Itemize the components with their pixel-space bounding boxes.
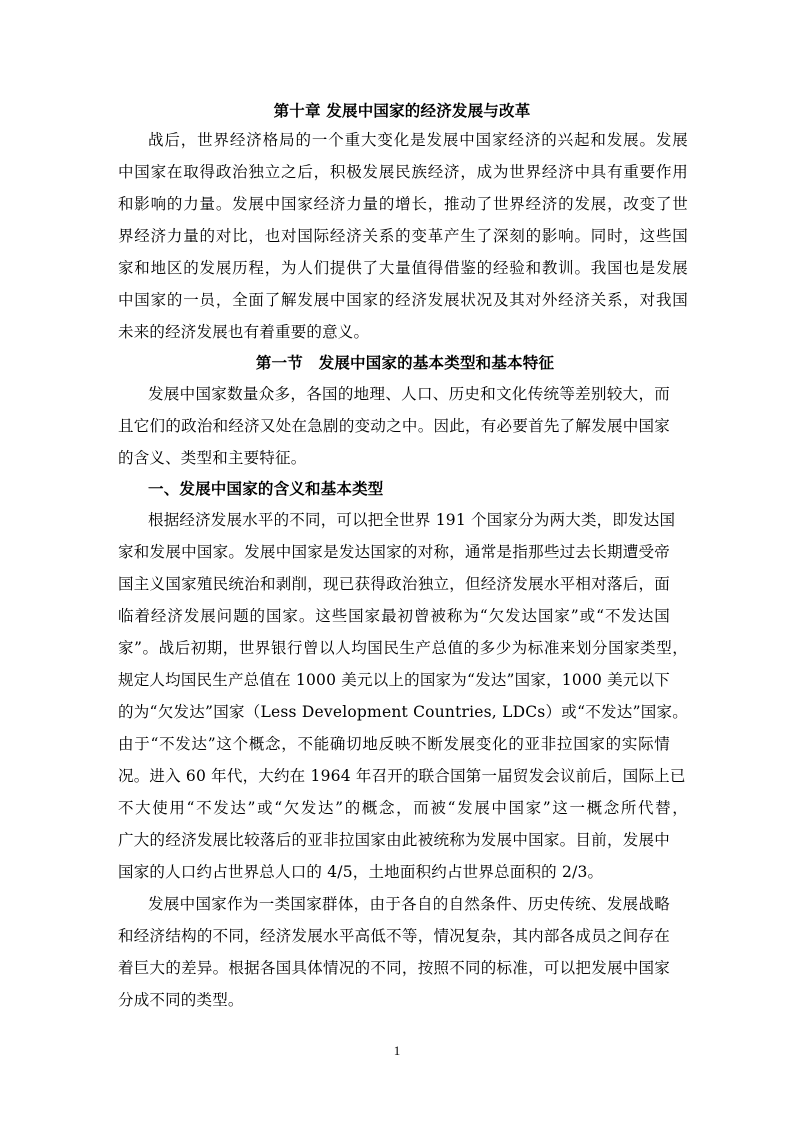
intro-line: 和影响的力量。发展中国家经济力量的增长，推动了世界经济的发展，改变了世	[118, 195, 688, 213]
section-intro-line: 的含义、类型和主要特征。	[118, 449, 307, 467]
intro-line: 家和地区的发展历程，为人们提供了大量值得借鉴的经验和教训。我国也是发展	[118, 259, 688, 277]
intro-line: 界经济力量的对比，也对国际经济关系的变革产生了深刻的影响。同时，这些国	[118, 227, 688, 245]
paragraph-line: 临着经济发展问题的国家。这些国家最初曾被称为“欠发达国家”或“不发达国	[118, 607, 670, 625]
paragraph-line: 家”。战后初期，世界银行曾以人均国民生产总值的多少为标准来划分国家类型，	[118, 639, 688, 657]
page-number: 1	[393, 1043, 401, 1058]
paragraph-line: 国家的人口约占世界总人口的 4/5，土地面积约占世界总面积的 2/3。	[118, 863, 604, 881]
section-intro-line: 且它们的政治和经济又处在急剧的变动之中。因此，有必要首先了解发展中国家	[118, 417, 670, 435]
section-intro-line: 发展中国家数量众多，各国的地理、人口、历史和文化传统等差别较大，而	[148, 385, 670, 403]
paragraph-line: 发展中国家作为一类国家群体，由于各自的自然条件、历史传统、发展战略	[148, 895, 670, 913]
intro-line: 未来的经济发展也有着重要的意义。	[118, 323, 370, 341]
paragraph-line: 着巨大的差异。根据各国具体情况的不同，按照不同的标准，可以把发展中国家	[118, 959, 670, 977]
section-title: 第一节 发展中国家的基本类型和基本特征	[255, 353, 555, 372]
paragraph-line: 根据经济发展水平的不同，可以把全世界 191 个国家分为两大类，即发达国	[148, 511, 676, 529]
chapter-title: 第十章 发展中国家的经济发展与改革	[273, 101, 531, 120]
paragraph-line: 广大的经济发展比较落后的亚非拉国家由此被统称为发展中国家。目前，发展中	[118, 831, 670, 849]
subsection-title: 一、发展中国家的含义和基本类型	[148, 479, 384, 498]
paragraph-line: 的为“欠发达”国家（Less Development Countries, LDCs）或“不发达”国家。	[118, 703, 688, 721]
intro-line: 中国家在取得政治独立之后，积极发展民族经济，成为世界经济中具有重要作用	[118, 163, 688, 181]
paragraph-line: 分成不同的类型。	[118, 991, 244, 1009]
paragraph-line: 和经济结构的不同，经济发展水平高低不等，情况复杂，其内部各成员之间存在	[118, 927, 670, 945]
paragraph-line: 规定人均国民生产总值在 1000 美元以上的国家为“发达”国家，1000 美元以下	[118, 671, 670, 689]
paragraph-line: 家和发展中国家。发展中国家是发达国家的对称，通常是指那些过去长期遭受帝	[118, 543, 670, 561]
intro-line: 战后，世界经济格局的一个重大变化是发展中国家经济的兴起和发展。发展	[148, 131, 688, 149]
paragraph-line: 不大使用“不发达”或“欠发达”的概念，而被“发展中国家”这一概念所代替，	[118, 799, 688, 817]
paragraph-line: 况。进入 60 年代，大约在 1964 年召开的联合国第一届贸发会议前后，国际上已	[118, 767, 686, 785]
paragraph-line: 由于“不发达”这个概念，不能确切地反映不断发展变化的亚非拉国家的实际情	[118, 735, 670, 753]
intro-line: 中国家的一员，全面了解发展中国家的经济发展状况及其对外经济关系，对我国	[118, 291, 688, 309]
paragraph-line: 国主义国家殖民统治和剥削，现已获得政治独立，但经济发展水平相对落后，面	[118, 575, 670, 593]
